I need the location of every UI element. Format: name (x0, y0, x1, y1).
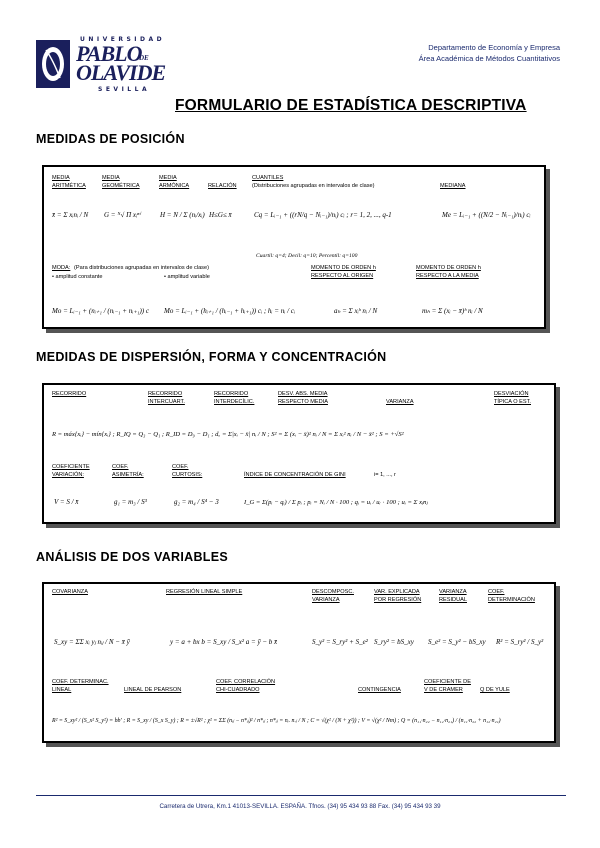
logo-bottom-text: SEVILLA (98, 86, 151, 93)
footer-address: Carretera de Utrera, Km.1 41013-SEVILLA. ESPAÑA. Tfnos. (34) 95 434 93 88 Fax. (34) 95 434 93 39 (159, 803, 441, 810)
formula-geometrica: G = ᴺ√ Π xᵢⁿⁱ (104, 211, 141, 219)
formula-coef-det: R² = S_ry² / S_y² (496, 638, 544, 646)
label-gini: ÍNDICE DE CONCENTRACIÓN DE GINI (244, 472, 346, 478)
label-regresion: REGRESIÓN LINEAL SIMPLE (166, 589, 243, 595)
label-coef-det: COEF. DETERMINACIÓN (488, 589, 535, 603)
formula-armonica: H = N / Σ (nᵢ/xᵢ) (160, 211, 205, 219)
formula-mediana: Me = Lᵢ₋₁ + ((N/2 − Nᵢ₋₁)/nᵢ) cᵢ (442, 211, 531, 219)
formula-moda-var: Mo = Lᵢ₋₁ + (hᵢ₊₁ / (hᵢ₋₁ + hᵢ₊₁)) cᵢ ; hᵢ = nᵢ / cᵢ (164, 307, 296, 315)
label-descomp: DESCOMPOSC. VARIANZA (312, 589, 354, 603)
logo-line1: PABLO (76, 41, 142, 66)
label-moda: MODA: (52, 265, 71, 271)
label-var-res: VARIANZA RESIDUAL (439, 589, 467, 603)
cuantiles-note: (Distribuciones agrupadas en intervalos de clase) (252, 183, 375, 189)
formula-bivariate-row: R² = S_xy² / (S_x² S_y²) = bb' ; R = S_xy / (S_x S_y) ; R = ±√R² ; χ² = ΣΣ (nᵢⱼ − n*ᵢⱼ)² / n*ᵢⱼ ; n*ᵢⱼ = nᵢ. n.ⱼ / N ; C = √(χ² / (N + χ²)) ; V = √(χ² / Nm) ; Q = (n₁₁·n₂₂ − n₁₂·n₂₁) / (n₁₁·n₂₂ + n₁₂·n₂₁) (52, 718, 501, 724)
label-relacion: RELACIÓN (208, 183, 237, 189)
formula-covarianza: S_xy = ΣΣ xᵢ yⱼ nᵢⱼ / N − x̄ ȳ (54, 638, 130, 646)
university-logo (36, 34, 196, 94)
label-mom-origen: MOMENTO DE ORDEN h RESPECTO AL ORIGEN (311, 265, 376, 279)
label-var-expl: VAR. EXPLICADA POR REGRESIÓN (374, 589, 422, 603)
label-coef-corr: COEF. CORRELACIÓN CHI-CUADRADO (216, 679, 276, 693)
label-desv-abs: DESV. ABS. MEDIA RESPECTO MEDIA (278, 391, 328, 405)
formula-gini: I_G = Σ(pᵢ − qᵢ) / Σ pᵢ ; pᵢ = Nᵢ / N · 100 ; qᵢ = uᵢ / uᵣ · 100 ; uᵢ = Σ xⱼnⱼ (244, 499, 428, 506)
label-rec-intercuart: RECORRIDO INTERCUART. (148, 391, 185, 405)
label-rec-interdec: RECORRIDO INTERDECÍLIC. (214, 391, 255, 405)
label-covarianza: COVARIANZA (52, 589, 88, 595)
label-cuantiles: CUANTILES (252, 175, 284, 181)
dispersion-box (42, 383, 556, 524)
label-recorrido: RECORRIDO (52, 391, 87, 397)
label-media-geo: MEDIA GEOMÉTRICA (102, 175, 140, 189)
logo-mid: DE (139, 54, 149, 62)
page-title: FORMULARIO DE ESTADÍSTICA DESCRIPTIVA (175, 97, 527, 114)
formula-relacion: H≤G≤ x̄ (209, 211, 232, 219)
label-mediana: MEDIANA (440, 183, 466, 189)
logo-line2: OLAVIDE (76, 60, 166, 85)
logo-emblem-icon (36, 40, 70, 88)
section-bivariate-title: ANÁLISIS DE DOS VARIABLES (36, 550, 229, 564)
formula-media: x̄ = Σ xᵢnᵢ / N (52, 211, 89, 219)
label-mom-media: MOMENTO DE ORDEN h RESPECTO A LA MEDIA (416, 265, 481, 279)
label-pearson: LINEAL DE PEARSON (124, 687, 182, 693)
bivariate-box (42, 582, 556, 743)
gini-range: i= 1, ..., r (374, 472, 396, 478)
label-cramer: COEFICIENTE DE V DE CRAMER (424, 679, 471, 693)
area-name: Área Académica de Métodos Cuantitativos (418, 54, 560, 63)
formula-moda-const: Mo = Lᵢ₋₁ + (nᵢ₊₁ / (nᵢ₋₁ + nᵢ₊₁)) c (52, 307, 149, 315)
label-contingencia: CONTINGENCIA (358, 687, 401, 693)
label-yule: Q DE YULE (480, 687, 510, 693)
moda-note: (Para distribuciones agrupadas en intervalos de clase) (74, 265, 209, 271)
logo-top-text: UNIVERSIDAD (80, 36, 166, 43)
label-desv-tipica: DESVIACIÓN TÍPICA O EST. (494, 391, 531, 405)
amp-constante: • amplitud constante (52, 274, 103, 280)
section-position-title: MEDIDAS DE POSICIÓN (36, 132, 185, 146)
formula-coef-var: V = S / x̄ (54, 498, 79, 506)
formula-dispersion-row: R = máx{xᵢ} − mín{xᵢ} ; R_IQ = Q₃ − Q₁ ; R_ID = D₉ − D₁ ; dₓ = Σ|xᵢ − x̄| nᵢ / N ; S² = Σ (xᵢ − x̄)² nᵢ / N = Σ xᵢ² nᵢ / N − x̄² ; S = +√S² (52, 431, 404, 438)
formula-curtosis: g₂ = m₄ / S⁴ − 3 (174, 498, 219, 506)
formula-regresion: y = a + bx b = S_xy / S_x² a = ȳ − b x̄ (170, 638, 278, 646)
label-varianza: VARIANZA (386, 399, 414, 405)
position-box (42, 165, 546, 329)
formula-cuantiles: Cq = Lᵢ₋₁ + ((rN/q − Nᵢ₋₁)/nᵢ) cᵢ ; r= 1, 2, ..., q-1 (254, 211, 392, 219)
label-coef-curt: COEF. CURTOSIS: (172, 464, 203, 478)
amp-variable: • amplitud variable (164, 274, 210, 280)
formula-asimetria: g₁ = m₃ / S³ (114, 498, 147, 506)
label-coef-asim: COEF. ASIMETRÍA: (112, 464, 144, 478)
formula-mom-media: mₕ = Σ (xᵢ − x̄)ʰ nᵢ / N (422, 307, 483, 315)
cuartil-note: Cuartil: q=4; Decil: q=10; Percentil: q=100 (256, 253, 358, 259)
label-coef-det-lineal: COEF. DETERMINAC. LINEAL (52, 679, 109, 693)
department-block (419, 42, 560, 64)
label-media-arit: MEDIA ARITMÉTICA (52, 175, 86, 189)
footer-divider (36, 795, 566, 796)
label-coef-var: COEFICIENTE VARIACIÓN: (52, 464, 90, 478)
formula-var-res: S_e² = S_y² − bS_xy (428, 638, 486, 646)
label-media-arm: MEDIA ARMÓNICA (159, 175, 190, 189)
formula-var-expl: S_ry² = bS_xy (374, 638, 414, 646)
department-name: Departamento de Economía y Empresa (428, 43, 560, 52)
formula-descomp: S_y² = S_ry² + S_e² (312, 638, 368, 646)
section-dispersion-title: MEDIDAS DE DISPERSIÓN, FORMA Y CONCENTRACIÓN (36, 350, 387, 364)
formula-mom-origen: aₕ = Σ xᵢʰ nᵢ / N (334, 307, 378, 315)
